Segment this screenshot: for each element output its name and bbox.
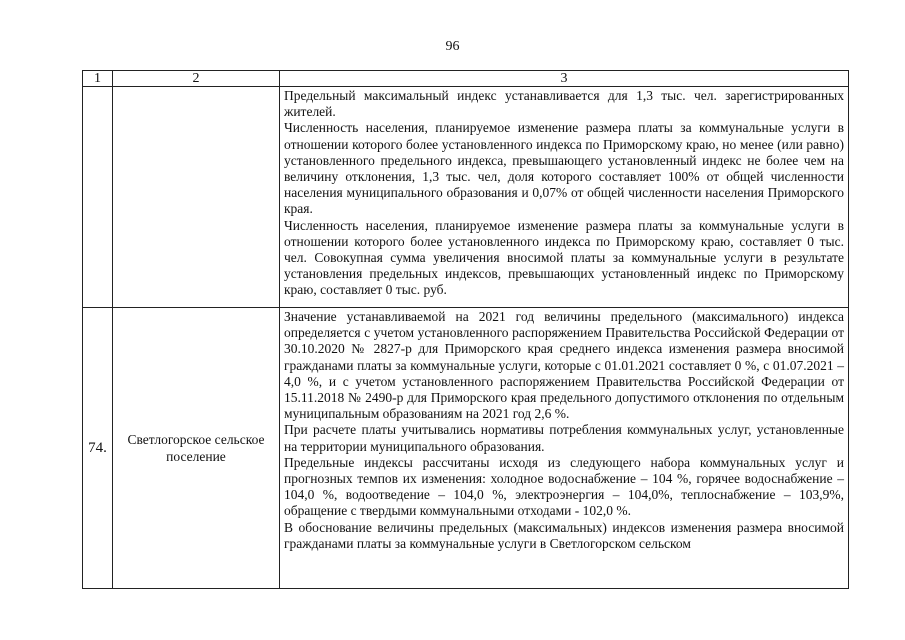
page-number: 96 xyxy=(445,39,460,54)
header-cell-2: 2 xyxy=(113,71,280,87)
description-paragraph: Предельный максимальный индекс устанавливается для 1,3 тыс. чел. зарегистрированных жителей. xyxy=(284,88,844,120)
table-row xyxy=(83,87,849,308)
header-cell-3: 3 xyxy=(280,71,849,87)
description-paragraph: Значение устанавливаемой на 2021 год величины предельного (максимального) индекса определяется с учетом установленного распоряжением Правительства Российской Федерации от 30.10.2020 № 2827-р для Приморского края среднего индекса изменения размера вносимой гражданами платы за коммунальные услуги, которые с 01.01.2021 составляет 0 %, с 01.07.2021 – 4,0 %, и с учетом установленного распоряжением Правительства Российской Федерации от 15.11.2018 № 2490-р для Приморского края предельного допустимого отклонения по отдельным муниципальным образованиям на 2021 год 2,6 %. xyxy=(284,309,844,422)
description-cell xyxy=(280,87,849,308)
table-header-row xyxy=(83,71,849,87)
description-paragraph: При расчете платы учитывались нормативы потребления коммунальных услуг, установленные на территории муниципального образования. xyxy=(284,422,844,454)
description-paragraph: Предельные индексы рассчитаны исходя из следующего набора коммунальных услуг и прогнозных темпов их изменения: холодное водоснабжение – 104 %, горячее водоснабжение – 104,0 %, водоотведение – 104,0 %, электроэнергия – 104,0%, теплоснабжение – 103,9%, обращение с твердыми коммунальными отходами - 102,0 %. xyxy=(284,454,844,519)
description-paragraph: Численность населения, планируемое изменение размера платы за коммунальные услуги в отношении которого более установленного индекса по Приморскому краю, но менее (или равно) установленного предельного индекса, превышающего установленный индекс не более чем на величину отклонения, 1,3 тыс. чел, доля которого составляет 100% от общей численности населения муниципального образования и 0,07% от общей численности населения Приморского края. xyxy=(284,120,844,217)
row-number-cell: 74. xyxy=(83,308,113,589)
municipality-name-cell xyxy=(113,87,280,308)
description-paragraph: В обоснование величины предельных (максимальных) индексов изменения размера вносимой гражданами платы за коммунальные услуги в Светлогорском сельском xyxy=(284,519,844,551)
document-table xyxy=(82,70,849,589)
description-paragraph: Численность населения, планируемое изменение размера платы за коммунальные услуги в отношении которого более установленного индекса по Приморскому краю, составляет 0 тыс. чел. Совокупная сумма увеличения вносимой платы за коммунальные услуги в результате установления предельных индексов, превышающих установленный индекс по Приморскому краю, составляет 0 тыс. руб. xyxy=(284,217,844,298)
table-row xyxy=(83,308,849,589)
row-number-cell xyxy=(83,87,113,308)
header-cell-1: 1 xyxy=(83,71,113,87)
description-cell xyxy=(280,308,849,589)
municipality-name-cell: Светлогорское сельское поселение xyxy=(113,308,280,589)
